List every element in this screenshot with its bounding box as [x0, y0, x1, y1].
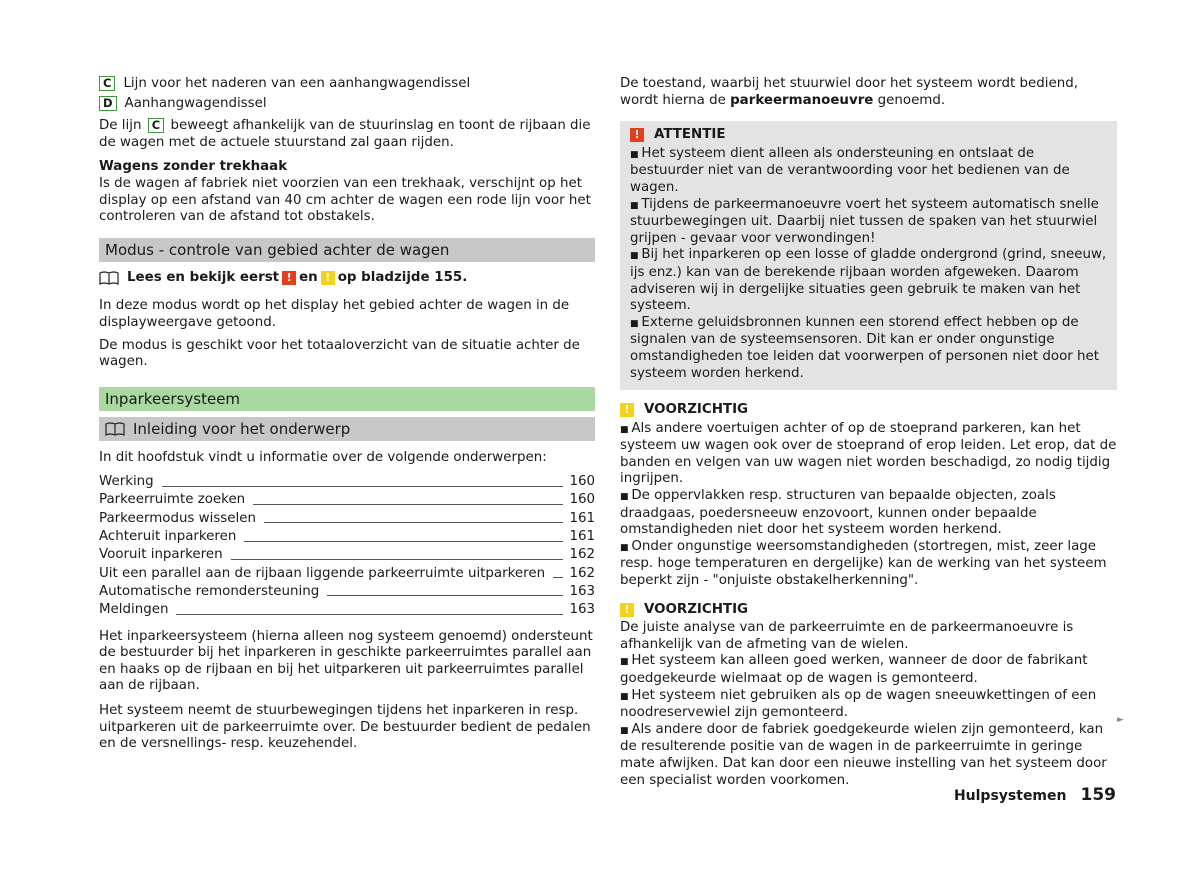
toc-row[interactable] [99, 564, 595, 582]
line-para-key: C [148, 118, 164, 133]
caution-item: ■ De oppervlakken resp. structuren van bepaalde objecten, zoals draadgaas, poedersneeuw enzovoort, kunnen onder bepaalde omstandigheden niet door het systeem worden herkend. [620, 488, 1117, 539]
caution-item: ■ Als andere door de fabriek goedgekeurde wielen zijn gemonteerd, kan de resulterende positie van de wagen in de parkeerruimte in geringe mate afwijken. Dat kan door een nieuwe instelling van het systeem door een specialist worden voorkomen. [620, 722, 1117, 789]
read-first-post: op bladzijde 155. [337, 269, 468, 285]
toc-leader [253, 504, 563, 505]
body-paragraph-1: Het inparkeersysteem (hierna alleen nog systeem genoemd) ondersteunt de bestuurder bij het inparkeren in geschikte parkeerruimtes parallel aan en haaks op de rijbaan en bij het uitparkeren uit parkeerruimtes parallel aan de rijbaan. [99, 628, 593, 694]
footer-chapter-label: Hulpsystemen [953, 788, 1067, 804]
toc-row[interactable] [99, 600, 595, 618]
top-paragraph [620, 76, 1117, 109]
toc-page: 162 [569, 547, 595, 563]
line-paragraph [99, 118, 595, 151]
toc-label: Werking [99, 474, 154, 490]
caution-intro: De juiste analyse van de parkeerruimte en de parkeermanoeuvre is afhankelijk van de afmeting van de wielen. [620, 620, 1074, 652]
read-first-pre: Lees en bekijk eerst [127, 269, 280, 285]
caution-item: ■ Het systeem kan alleen goed werken, wanneer de door de fabrikant goedgekeurde wielmaat op de wagen is gemonteerd. [620, 653, 1117, 687]
toc-leader [231, 559, 564, 560]
page-number: 159 [1080, 785, 1116, 805]
legend-key-c: C [99, 76, 115, 91]
caution-title-2 [620, 602, 1117, 619]
book-icon [99, 271, 119, 285]
line-para-pre: De lijn [99, 118, 142, 134]
toc-label: Parkeerruimte zoeken [99, 492, 246, 508]
read-first-line [99, 270, 595, 287]
toc-leader [162, 486, 564, 487]
caution-item: ■ Het systeem niet gebruiken als op de wagen sneeuwkettingen of een noodreservewiel zijn gemonteerd. [620, 688, 1117, 722]
toc-page: 163 [569, 602, 595, 618]
caution-item: ■ Als andere voertuigen achter of op de stoeprand parkeren, kan het systeem uw wagen ook over de stoeprand of erop leiden. Let erop, dat de banden en velgen van uw wagen niet worden beschadigd, zo nodig tijdig ingrijpen. [620, 421, 1117, 488]
top-para-post: genoemd. [877, 92, 946, 108]
attention-item: ■ Bij het inparkeren op een losse of gladde ondergrond (grind, sneeuw, ijs enz.) kan van de berekende rijbaan worden afgeweken. Daarom adviseren wij in dergelijke situaties geen gebruik te maken van het systeem. [630, 247, 1107, 314]
exclamation-caution-icon: ! [321, 271, 335, 285]
toc-page: 160 [569, 474, 595, 490]
legend-text-d: Aanhangwagendissel [124, 95, 267, 111]
caution-box-1 [620, 402, 1117, 590]
modus-paragraph-2: De modus is geschikt voor het totaaloverzicht van de situatie achter de wagen. [99, 337, 580, 370]
legend-item-d [99, 96, 595, 113]
attention-item: ■ Het systeem dient alleen als ondersteuning en ontslaat de bestuurder niet van de verantwoording voor het bedienen van de wagen. [630, 146, 1107, 197]
top-para-bold: parkeermanoeuvre [730, 92, 874, 108]
page-footer [954, 787, 1116, 805]
toc-page: 162 [569, 565, 595, 581]
toc-row[interactable] [99, 582, 595, 600]
caution-item: ■ Onder ongunstige weersomstandigheden (stortregen, mist, zeer lage resp. hoge temperaturen en dergelijke) kan de werking van het systeem beperkt zijn - "onjuiste obstakelherkenning". [620, 539, 1117, 590]
toc-page: 163 [569, 583, 595, 599]
caution-title-1 [620, 402, 1117, 419]
toc-page: 161 [569, 528, 595, 544]
attention-title [630, 127, 1107, 144]
caution-title-text: VOORZICHTIG [644, 601, 749, 617]
legend-text-c: Lijn voor het naderen van een aanhangwagendissel [123, 76, 471, 91]
no-hitch-title: Wagens zonder trekhaak [99, 159, 288, 175]
body-paragraph-2: Het systeem neemt de stuurbewegingen tijdens het inparkeren in resp. uitparkeren uit de parkeerruimte over. De bestuurder bedient de pedalen en de versnellings- resp. keuzehendel. [99, 703, 591, 752]
toc-page: 161 [569, 510, 595, 526]
caution-box-2 [620, 602, 1117, 790]
toc-label: Vooruit inparkeren [99, 547, 223, 563]
toc-label: Meldingen [99, 602, 169, 618]
attention-title-text: ATTENTIE [654, 127, 726, 143]
toc-leader [327, 595, 563, 596]
left-column [99, 76, 595, 753]
toc-leader [553, 577, 563, 578]
modus-paragraph-1: In deze modus wordt op het display het gebied achter de wagen in de displayweergave getoond. [99, 298, 570, 330]
exclamation-caution-icon: ! [620, 603, 634, 617]
section-heading: Inparkeersysteem [99, 387, 595, 411]
toc-row[interactable] [99, 546, 595, 564]
toc-label: Uit een parallel aan de rijbaan liggende parkeerruimte uitparkeren [99, 565, 546, 581]
toc-label: Parkeermodus wisselen [99, 510, 256, 526]
attention-item: ■ Tijdens de parkeermanoeuvre voert het systeem automatisch snelle stuurbewegingen uit. Daarbij niet tussen de spaken van het stuurwiel grijpen - gevaar voor verwondingen! [630, 197, 1107, 248]
continue-arrow-icon: ► [1117, 715, 1124, 725]
attention-box [620, 121, 1117, 390]
caution-title-text: VOORZICHTIG [644, 402, 749, 418]
no-hitch-text: Is de wagen af fabriek niet voorzien van een trekhaak, verschijnt op het display op een afstand van 40 cm achter de wagen een rode lijn voor het controleren van de afstand tot obstakels. [99, 175, 591, 225]
toc-leader [264, 522, 563, 523]
toc-row[interactable] [99, 509, 595, 527]
line-para-post: beweegt afhankelijk van de stuurinslag en toont de rijbaan die de wagen met de actuele stuurstand zal gaan rijden. [99, 118, 591, 150]
intro-text: In dit hoofdstuk vindt u informatie over de volgende onderwerpen: [99, 449, 547, 465]
intro-heading [99, 417, 595, 441]
legend-item-c [99, 76, 595, 93]
right-column [620, 76, 1117, 789]
read-first-mid: en [299, 269, 318, 285]
toc-list [99, 472, 595, 618]
modus-heading: Modus - controle van gebied achter de wagen [99, 238, 595, 262]
legend-key-d: D [99, 96, 117, 111]
toc-label: Achteruit inparkeren [99, 528, 237, 544]
exclamation-warning-icon: ! [282, 271, 296, 285]
toc-row[interactable] [99, 491, 595, 509]
toc-leader [176, 614, 563, 615]
toc-page: 160 [569, 492, 595, 508]
intro-heading-text: Inleiding voor het onderwerp [133, 419, 351, 438]
toc-label: Automatische remondersteuning [99, 583, 320, 599]
exclamation-warning-icon: ! [630, 128, 644, 142]
attention-item: ■ Externe geluidsbronnen kunnen een storend effect hebben op de signalen van de systeemsensoren. Dit kan er onder ongunstige omstandigheden toe leiden dat voorwerpen of personen niet door het systeem worden herkend. [630, 315, 1107, 382]
toc-row[interactable] [99, 527, 595, 545]
exclamation-caution-icon: ! [620, 403, 634, 417]
toc-leader [244, 541, 563, 542]
book-icon [105, 422, 125, 436]
top-para-pre: De toestand, waarbij het stuurwiel door het systeem wordt bediend, wordt hierna de [620, 76, 1078, 108]
toc-row[interactable] [99, 472, 595, 490]
